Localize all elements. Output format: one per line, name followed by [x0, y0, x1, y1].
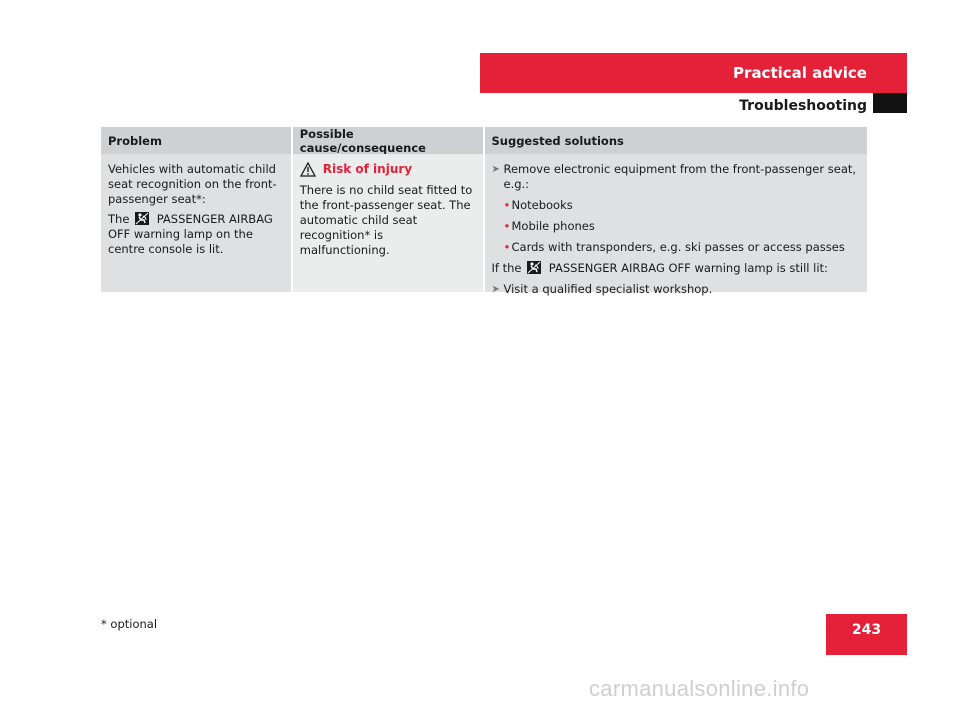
subsection-title: Troubleshooting — [739, 98, 867, 114]
condition-text — [492, 261, 861, 276]
bullet-icon: • — [503, 219, 511, 233]
problem-lamp-text — [108, 212, 285, 257]
list-item — [504, 198, 861, 213]
column-header-solutions: Suggested solutions — [485, 127, 868, 154]
problem-lamp-suffix: PASSENGER AIRBAG OFF warning lamp on the centre console is lit. — [108, 212, 273, 256]
bullet-icon: • — [503, 198, 511, 212]
solution-step — [492, 282, 861, 297]
list-item — [504, 219, 861, 234]
warning-title: Risk of injury — [322, 162, 413, 176]
section-title-bar — [480, 53, 907, 93]
condition-prefix: If the — [491, 261, 526, 275]
step-text: Remove electronic equipment from the front-passenger seat, e.g.: — [503, 162, 857, 191]
table-header-row — [101, 127, 867, 154]
problem-lamp-prefix: The — [108, 212, 134, 226]
section-title: Practical advice — [733, 64, 867, 82]
column-header-problem: Problem — [101, 127, 291, 154]
list-item-text: Notebooks — [511, 198, 573, 212]
footnote: * optional — [101, 617, 158, 631]
watermark[interactable]: carmanualsonline.info — [589, 676, 810, 701]
problem-cell — [101, 154, 291, 292]
solution-step — [492, 162, 861, 192]
airbag-off-icon — [135, 212, 149, 225]
cause-cell — [293, 154, 483, 292]
step-arrow-icon: ➤ — [491, 164, 500, 175]
step-arrow-icon: ➤ — [491, 284, 500, 295]
troubleshooting-table — [101, 126, 867, 296]
warning-line — [300, 162, 477, 177]
cause-text: There is no child seat fitted to the front-passenger seat. The automatic child seat recognition* is malfunctioning. — [299, 183, 473, 257]
problem-text: Vehicles with automatic child seat recognition on the front-passenger seat*: — [108, 162, 277, 206]
bullet-icon: • — [503, 240, 511, 254]
list-item — [504, 240, 861, 255]
solutions-cell — [485, 154, 867, 296]
page-number-box — [826, 614, 907, 655]
condition-suffix: PASSENGER AIRBAG OFF warning lamp is still lit: — [545, 261, 828, 275]
thumb-tab — [873, 93, 907, 113]
list-item-text: Mobile phones — [511, 219, 595, 233]
list-item-text: Cards with transponders, e.g. ski passes or access passes — [511, 240, 845, 254]
page-number: 243 — [851, 622, 882, 638]
warning-triangle-icon — [300, 162, 316, 177]
column-header-cause: Possible cause/consequence — [293, 127, 483, 154]
table-row — [101, 154, 867, 296]
step-text: Visit a qualified specialist workshop. — [503, 282, 713, 296]
airbag-off-icon — [527, 261, 541, 274]
